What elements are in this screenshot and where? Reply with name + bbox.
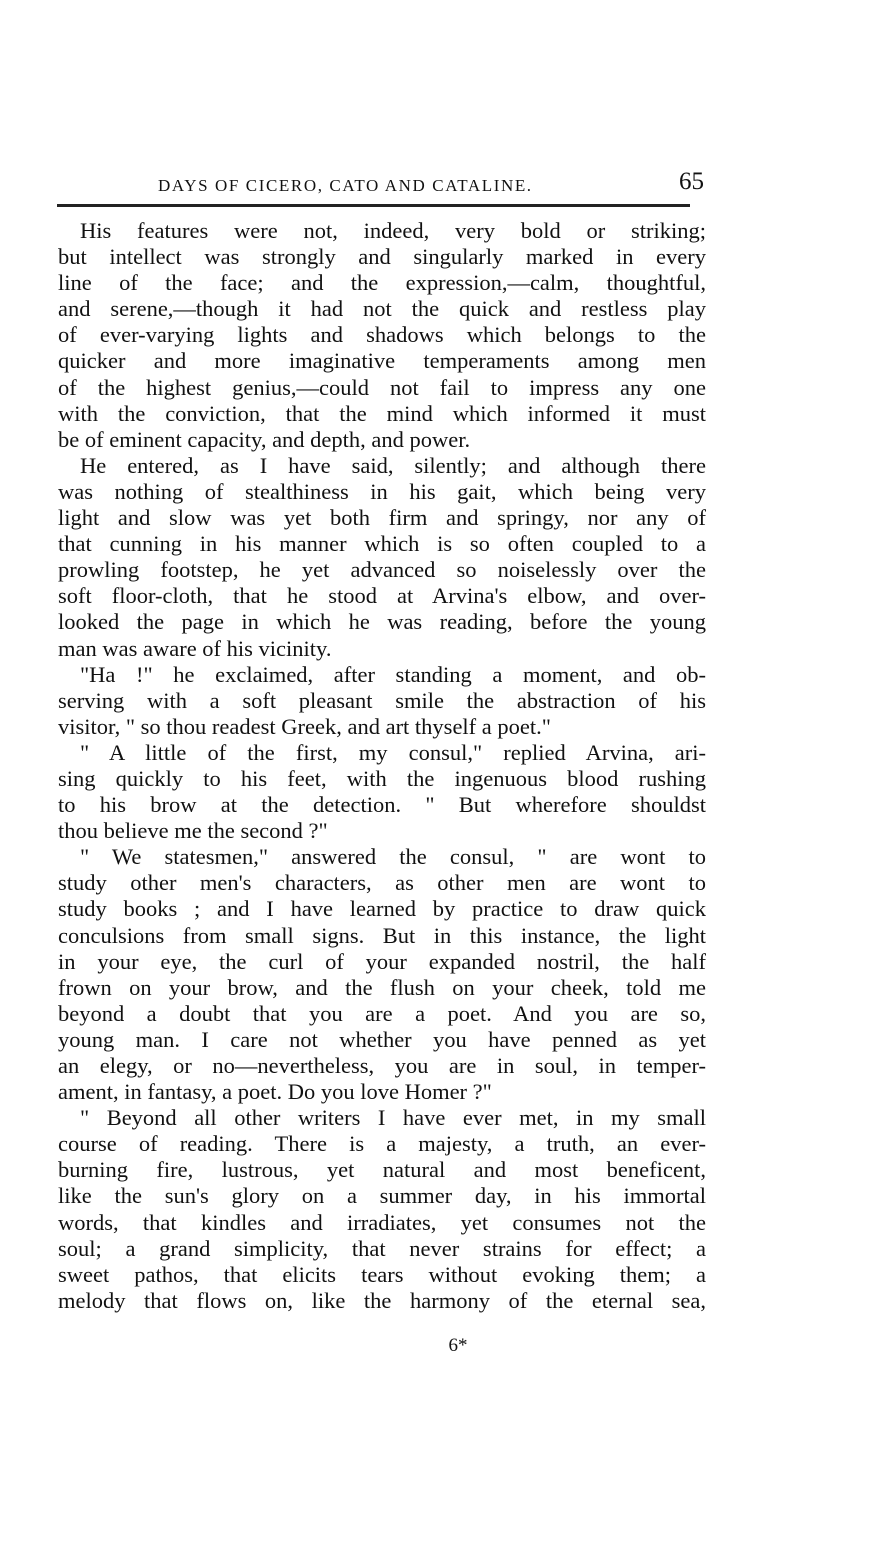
text-line: sing quickly to his feet, with the ingenuous blood rushing xyxy=(58,765,706,791)
text-line: soft floor-cloth, that he stood at Arvina's elbow, and over- xyxy=(58,583,706,609)
text-line: " We statesmen," answered the consul, " are wont to xyxy=(80,844,706,870)
text-line: sweet pathos, that elicits tears without evoking them; a xyxy=(58,1261,706,1287)
text-line: and serene,—though it had not the quick and restless play xyxy=(58,296,706,322)
text-line: "Ha !" he exclaimed, after standing a moment, and ob- xyxy=(80,661,706,687)
page-header xyxy=(58,168,706,204)
text-line: young man. I care not whether you have penned as yet xyxy=(58,1026,706,1052)
text-line: that cunning in his manner which is so often coupled to a xyxy=(58,531,706,557)
text-line: words, that kindles and irradiates, yet consumes not the xyxy=(58,1209,706,1235)
text-line: visitor, " so thou readest Greek, and art thyself a poet." xyxy=(58,713,551,739)
page-number: 65 xyxy=(679,168,704,195)
text-line: in your eye, the curl of your expanded nostril, the half xyxy=(58,948,706,974)
text-line: line of the face; and the expression,—calm, thoughtful, xyxy=(58,270,706,296)
text-line: looked the page in which he was reading, before the young xyxy=(58,609,706,635)
text-line: conculsions from small signs. But in this instance, the light xyxy=(58,922,706,948)
text-line: to his brow at the detection. " But wherefore shouldst xyxy=(58,792,706,818)
body-text xyxy=(58,218,706,1314)
text-line: " A little of the first, my consul," replied Arvina, ari- xyxy=(80,739,706,765)
text-line: He entered, as I have said, silently; and although there xyxy=(80,452,706,478)
text-line: of ever-varying lights and shadows which belongs to the xyxy=(58,322,706,348)
signature-mark: 6* xyxy=(448,1335,468,1356)
text-line: serving with a soft pleasant smile the abstraction of his xyxy=(58,687,706,713)
text-line: frown on your brow, and the flush on your cheek, told me xyxy=(58,974,706,1000)
text-line: prowling footstep, he yet advanced so noiselessly over the xyxy=(58,557,706,583)
text-line: with the conviction, that the mind which informed it must xyxy=(58,400,706,426)
text-line: melody that flows on, like the harmony of the eternal sea, xyxy=(58,1287,706,1313)
header-rule xyxy=(57,204,690,207)
text-line: be of eminent capacity, and depth, and power. xyxy=(58,426,471,452)
text-line: His features were not, indeed, very bold or striking; xyxy=(80,218,706,243)
text-line: thou believe me the second ?" xyxy=(58,818,328,844)
text-line: quicker and more imaginative temperaments among men xyxy=(58,348,706,374)
text-line: burning fire, lustrous, yet natural and most beneficent, xyxy=(58,1157,706,1183)
text-line: an elegy, or no—nevertheless, you are in soul, in temper- xyxy=(58,1053,706,1078)
text-line: beyond a doubt that you are a poet. And you are so, xyxy=(58,1000,706,1026)
text-line: " Beyond all other writers I have ever met, in my small xyxy=(80,1105,706,1131)
text-line: ament, in fantasy, a poet. Do you love Homer ?" xyxy=(58,1079,492,1105)
text-line: soul; a grand simplicity, that never strains for effect; a xyxy=(58,1235,706,1261)
text-line: light and slow was yet both firm and springy, nor any of xyxy=(58,505,706,531)
text-line: man was aware of his vicinity. xyxy=(58,635,332,661)
text-line: like the sun's glory on a summer day, in his immortal xyxy=(58,1183,706,1209)
running-head: DAYS OF CICERO, CATO AND CATALINE. xyxy=(158,176,533,195)
text-line: was nothing of stealthiness in his gait, which being very xyxy=(58,478,706,504)
text-line: study books ; and I have learned by practice to draw quick xyxy=(58,896,706,922)
text-line: study other men's characters, as other men are wont to xyxy=(58,870,706,896)
text-line: but intellect was strongly and singularly marked in every xyxy=(58,244,706,270)
text-line: of the highest genius,—could not fail to impress any one xyxy=(58,374,706,400)
text-line: course of reading. There is a majesty, a truth, an ever- xyxy=(58,1131,706,1157)
